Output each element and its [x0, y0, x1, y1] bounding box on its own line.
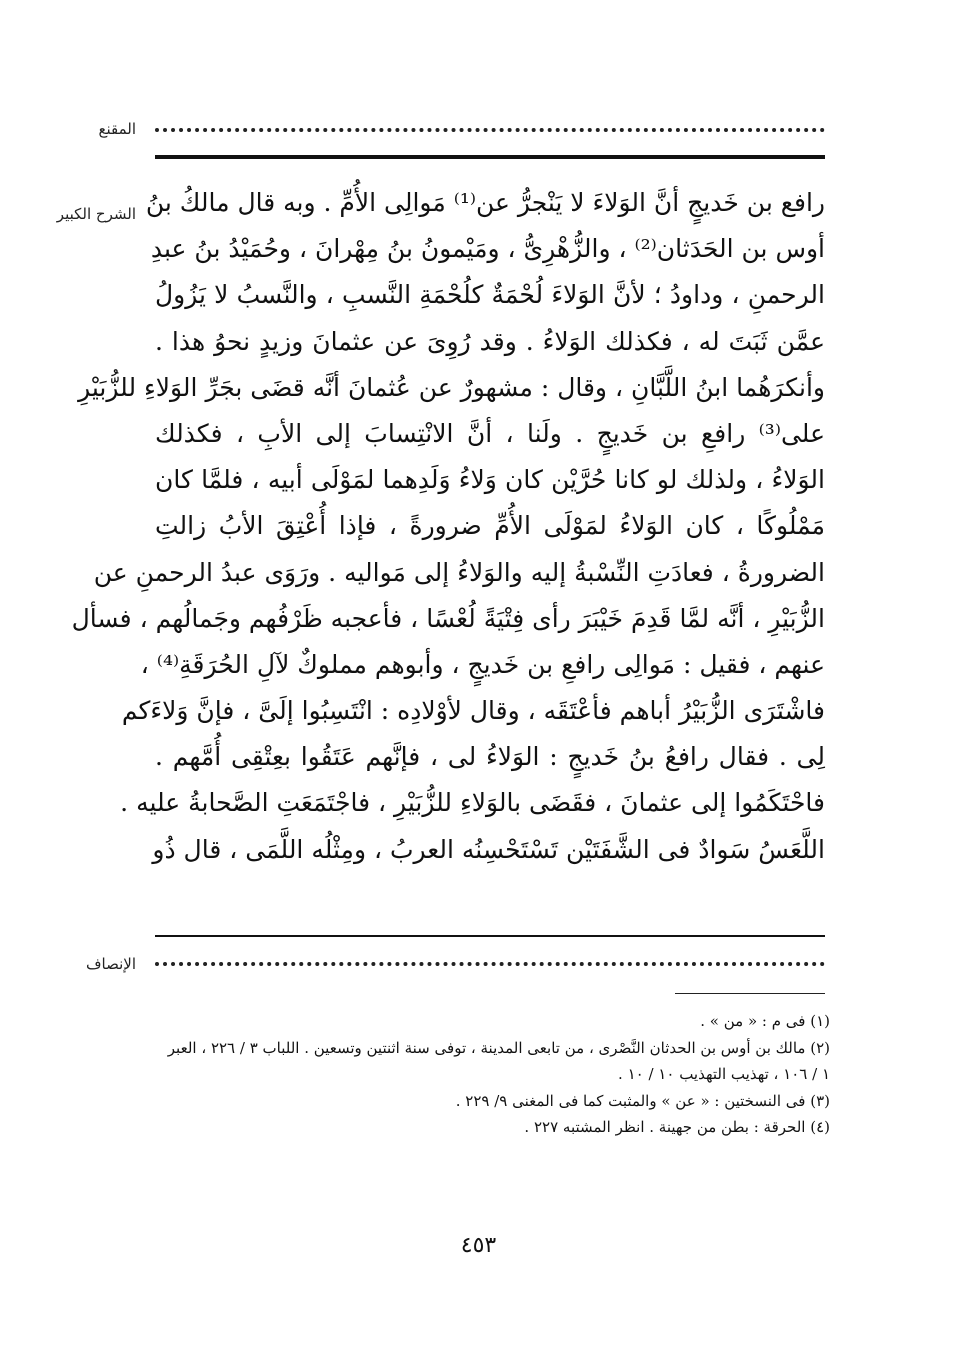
- header-dotted-leader: [155, 128, 825, 132]
- footnote: (٢) مالك بن أوس بن الحدثان النَّصْرى ، من تابعى المدينة ، توفى سنة اثنتين وتسعين . اللباب ٣ / ٢٢٦ ، العبر: [167, 1038, 830, 1057]
- text-line: رافع بن خَديجٍ أنَّ الوَلاءَ لا يَنْجرُّ عن⁽¹⁾ مَوالِى الأُمِّ . وبه قال مالكُ بنُ: [145, 188, 825, 217]
- footnote: (٣) فى النسختين : « عن » والمثبت كما فى المغنى ٩/ ٢٢٩ .: [455, 1091, 830, 1110]
- page-number: ٤٥٣: [460, 1233, 497, 1258]
- footnotes: [150, 1008, 830, 1141]
- footnote-separator: [675, 993, 825, 994]
- text-line: الوَلاءُ ، ولذلك لو كانا حُرَّيْن كان وَلاءُ وَلَدِهما لمَوْلَى أبيه ، فلمَّا كان: [155, 465, 826, 495]
- text-line: فاحْتَكَمُوا إلى عثمانَ ، فقَضَى بالوَلاءِ للزُّبَيْرِ ، فاجْتَمَعَتِ الصَّحابةُ عليه .: [120, 788, 825, 818]
- insaf-section-label: الإنصاف: [85, 955, 136, 973]
- footnote: (٤) الحرقة : بطن من جهينة . انظر المشتبه ٢٢٧ .: [524, 1118, 830, 1136]
- header-thick-rule: [155, 155, 825, 159]
- header-section-label: المقنع: [98, 120, 136, 138]
- text-line: عمَّن ثَبَتَ له ، فكذلك الوَلاءُ . وقد رُوِىَ عن عثمانَ وزيدٍ نحوُ هذا .: [155, 326, 825, 356]
- body-bottom-rule: [155, 935, 825, 937]
- text-line: الرحمنِ ، وداودُ ؛ لأنَّ الوَلاءَ لُحْمَةٌ كلُحْمَةِ النَّسبِ ، والنَّسبُ لا يَزُولُ: [155, 280, 825, 310]
- text-line: وأنكرَهُما ابنُ اللَّبَّانِ ، وقال : مشهورٌ عن عُثمانَ أنَّه قضَى بجَرِّ الوَلاءِ للزُّبَيْرِ: [78, 372, 825, 402]
- text-line: على⁽³⁾ رافعِ بن خَديجٍ . ولَنا ، أنَّ الانْتِسابَ إلى الأبِ ، فكذلك: [155, 418, 825, 448]
- text-line: عنهم ، فقيل : مَوالِى رافعِ بن خَديجٍ ، وأبوهم مملوكٌ لآلِ الحُرَقَةِ⁽⁴⁾ ،: [140, 649, 825, 679]
- footnote: (١) فى م : « من » .: [700, 1012, 830, 1030]
- text-line: اللَّعَسُ سَوادٌ فى الشَّفَتَيْن تَسْتَحْسِنُه العربُ ، ومِثْلُه اللَّمَى ، قال ذُو: [152, 834, 825, 864]
- text-line: أوس بن الحَدَثان⁽²⁾ ، والزُّهْرِىُّ ، ومَيْمونُ بنُ مِهْرانَ ، وحُمَيْدُ بنُ عبدِ: [150, 234, 825, 264]
- text-line: الضرورةُ ، فعادَتِ النِّسْبةُ إليه والوَلاءُ إلى مَواليه . ورَوَى عبدُ الرحمنِ عن: [93, 557, 825, 587]
- text-line: لِى . فقال رافعُ بنُ خَديجٍ : الوَلاءُ لى ، فإنَّهم عَتَقُوا بعِتْقِى أُمَّهم .: [155, 742, 825, 772]
- text-line: الزُّبَيْرِ ، أنَّه لمَّا قَدِمَ خَيْبَرَ رأى فِتْيَةً لُعْسًا ، فأعجبه ظَرْفُهم وجَمالُهم ، فسأل: [71, 603, 825, 633]
- commentary-section-label: الشرح الكبير: [56, 205, 136, 223]
- text-line: مَمْلُوكًا ، كان الوَلاءُ لمَوْلَى الأُمِّ ضرورةً ، فإذا أُعْتِقَ الأبُ زالتِ: [155, 511, 825, 541]
- footnote: ١ / ١٠٦ ، تهذيب التهذيب ١٠ / ١٠ .: [618, 1065, 830, 1083]
- insaf-dotted-leader: [155, 962, 825, 966]
- text-line: فاشْتَرَى الزُّبَيْرُ أباهم فأعْتَقَه ، وقال لأوْلادِه : انْتَسِبُوا إلَىَّ ، فإنَّ وَلاءَكم: [121, 696, 825, 726]
